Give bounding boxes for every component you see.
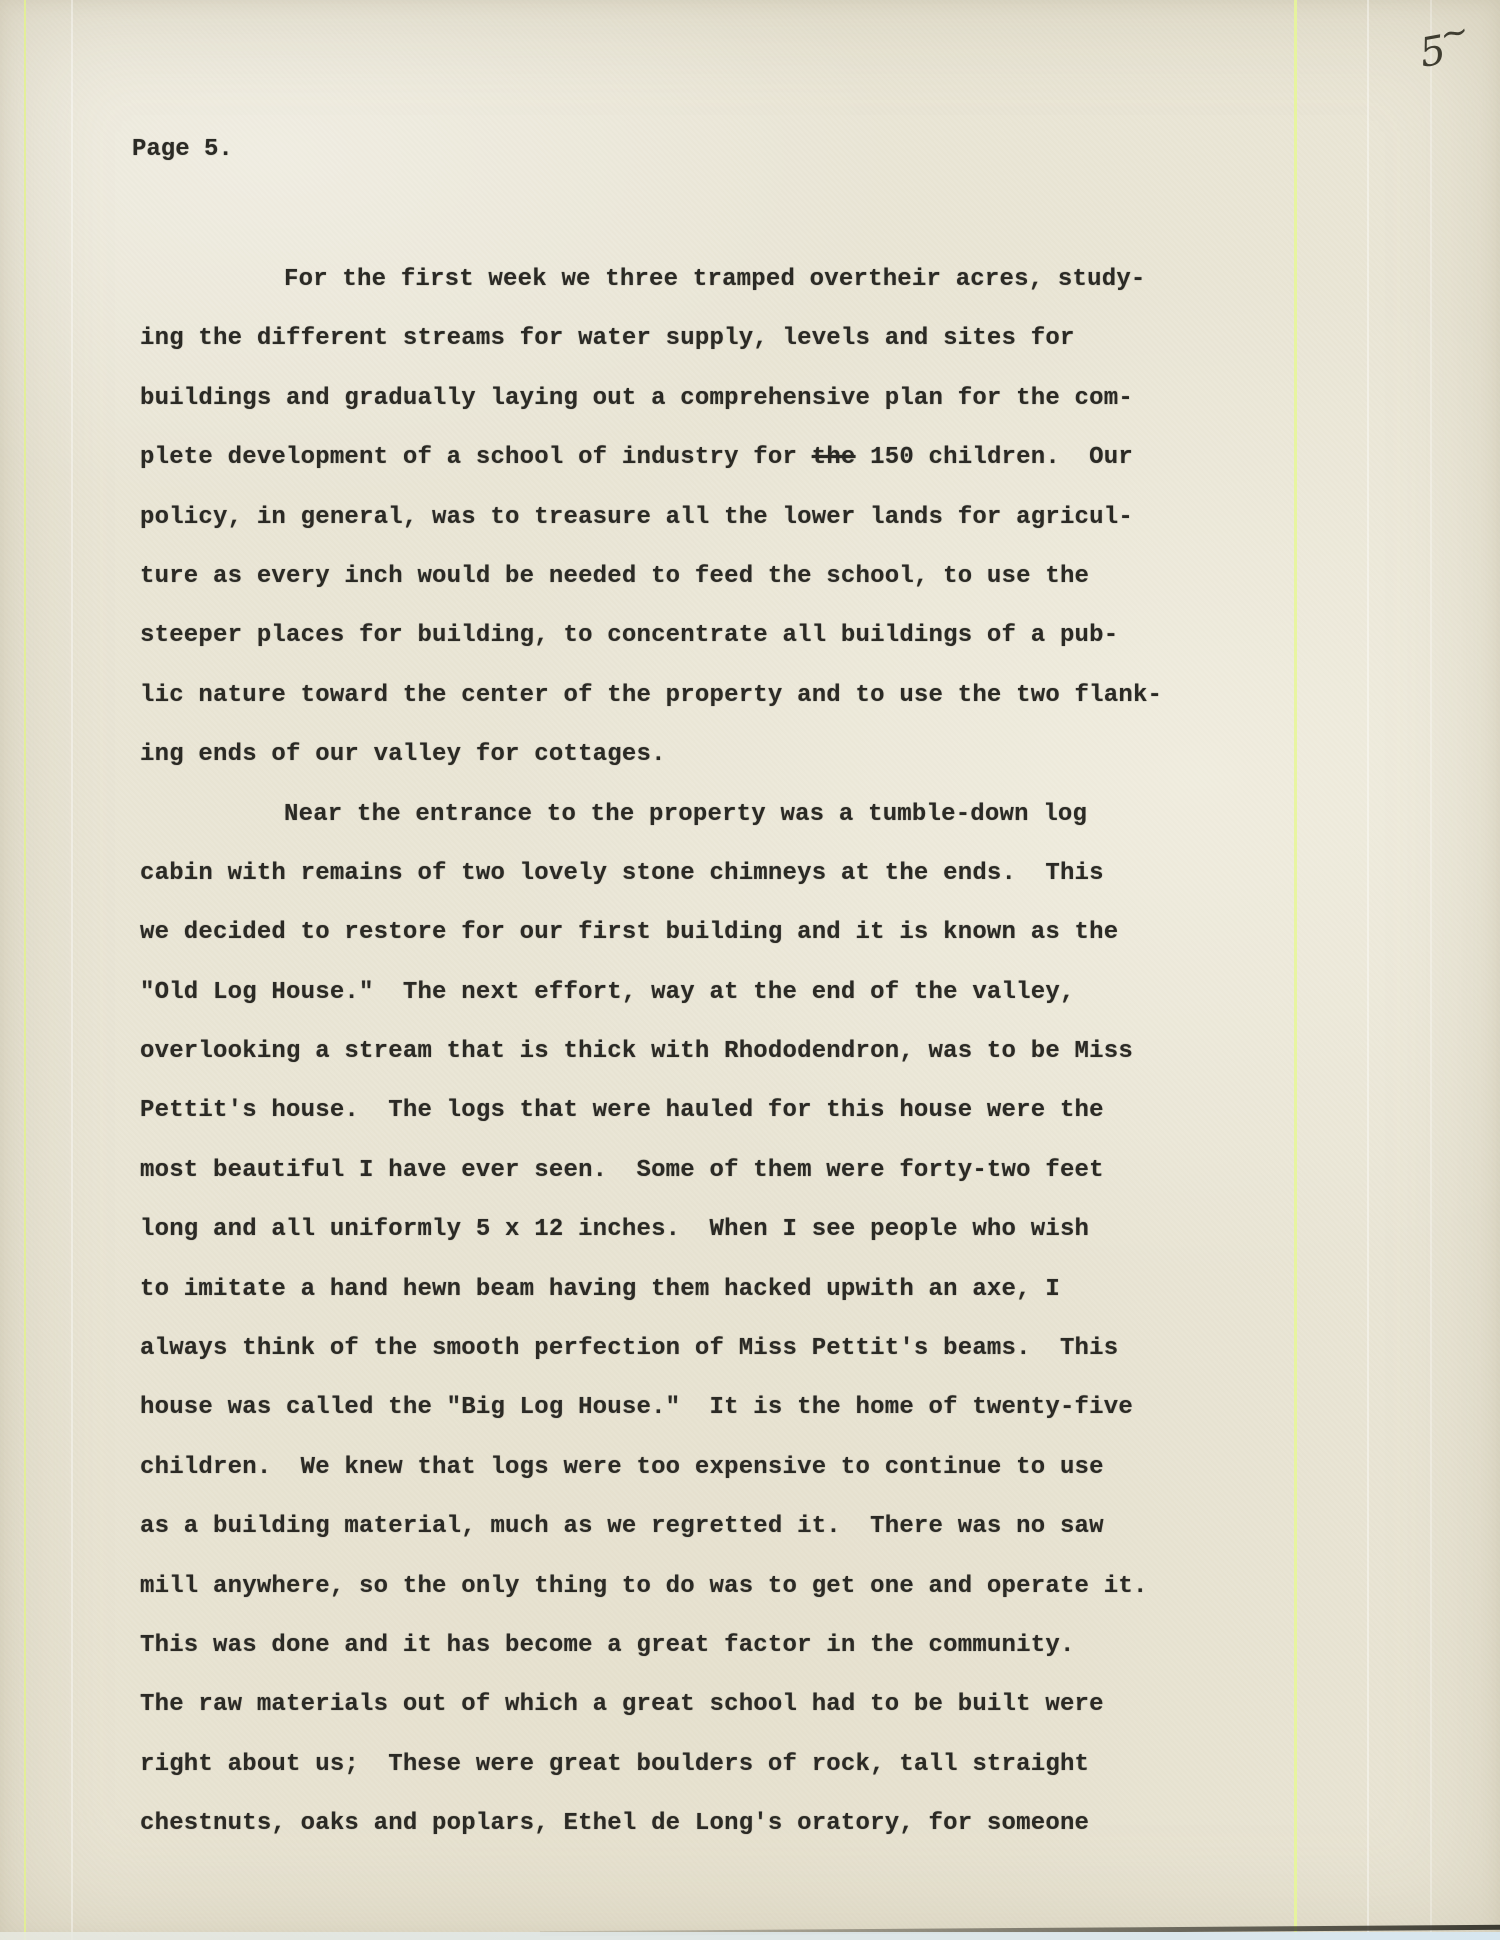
text-line: right about us; These were great boulders of rock, tall straight: [140, 1750, 1090, 1778]
text-line: most beautiful I have ever seen. Some of them were forty-two feet: [140, 1156, 1104, 1184]
text-line: chestnuts, oaks and poplars, Ethel de Long's oratory, for someone: [140, 1810, 1090, 1838]
text-lines: [140, 250, 1440, 1854]
text-line: we decided to restore for our first building and it is known as the: [140, 919, 1119, 947]
struck-word: the: [811, 444, 856, 472]
text-line: buildings and gradually laying out a comprehensive plan for the com-: [140, 384, 1133, 412]
text-line: long and all uniformly 5 x 12 inches. When I see people who wish: [140, 1216, 1090, 1244]
text-line: "Old Log House." The next effort, way at the end of the valley,: [140, 978, 1075, 1006]
text-line: as a building material, much as we regretted it. There was no saw: [140, 1513, 1104, 1541]
text-line: policy, in general, was to treasure all the lower lands for agricul-: [140, 503, 1133, 531]
text-line: overlooking a stream that is thick with Rhododendron, was to be Miss: [140, 1038, 1133, 1066]
text-line: cabin with remains of two lovely stone chimneys at the ends. This: [140, 859, 1104, 887]
text-line: Pettit's house. The logs that were hauled for this house were the: [140, 1097, 1104, 1125]
page-label: Page 5.: [132, 136, 233, 163]
text-line: plete development of a school of industry for the 150 children. Our: [140, 444, 1133, 472]
text-line: The raw materials out of which a great school had to be built were: [140, 1691, 1104, 1719]
text-line: children. We knew that logs were too expensive to continue to use: [140, 1453, 1104, 1481]
text-line: ing ends of our valley for cottages.: [140, 741, 666, 769]
text-line: ing the different streams for water supply, levels and sites for: [140, 325, 1075, 353]
text-line: ture as every inch would be needed to feed the school, to use the: [140, 562, 1090, 590]
text-line: For the first week we three tramped overtheir acres, study-: [284, 266, 1146, 293]
paper-margin-line-left: [24, 0, 26, 1940]
text-line: always think of the smooth perfection of Miss Pettit's beams. This: [140, 1335, 1119, 1363]
paper-crease-line: [71, 0, 73, 1940]
text-line: lic nature toward the center of the property and to use the two flank-: [140, 681, 1163, 709]
text-line: This was done and it has become a great factor in the community.: [140, 1631, 1075, 1659]
handwritten-page-number: [1408, 10, 1488, 92]
handwritten-digit: 5: [1416, 27, 1450, 77]
text-line: mill anywhere, so the only thing to do was to get one and operate it.: [140, 1572, 1148, 1600]
text-line: house was called the "Big Log House." It is the home of twenty-five: [140, 1394, 1133, 1422]
text-line: Near the entrance to the property was a tumble-down log: [284, 800, 1088, 828]
text-line: steeper places for building, to concentrate all buildings of a pub-: [140, 622, 1119, 650]
scanner-background-strip: [0, 1932, 1500, 1940]
handwritten-flourish: ~: [1436, 10, 1473, 56]
text-line: to imitate a hand hewn beam having them hacked upwith an axe, I: [140, 1275, 1060, 1303]
